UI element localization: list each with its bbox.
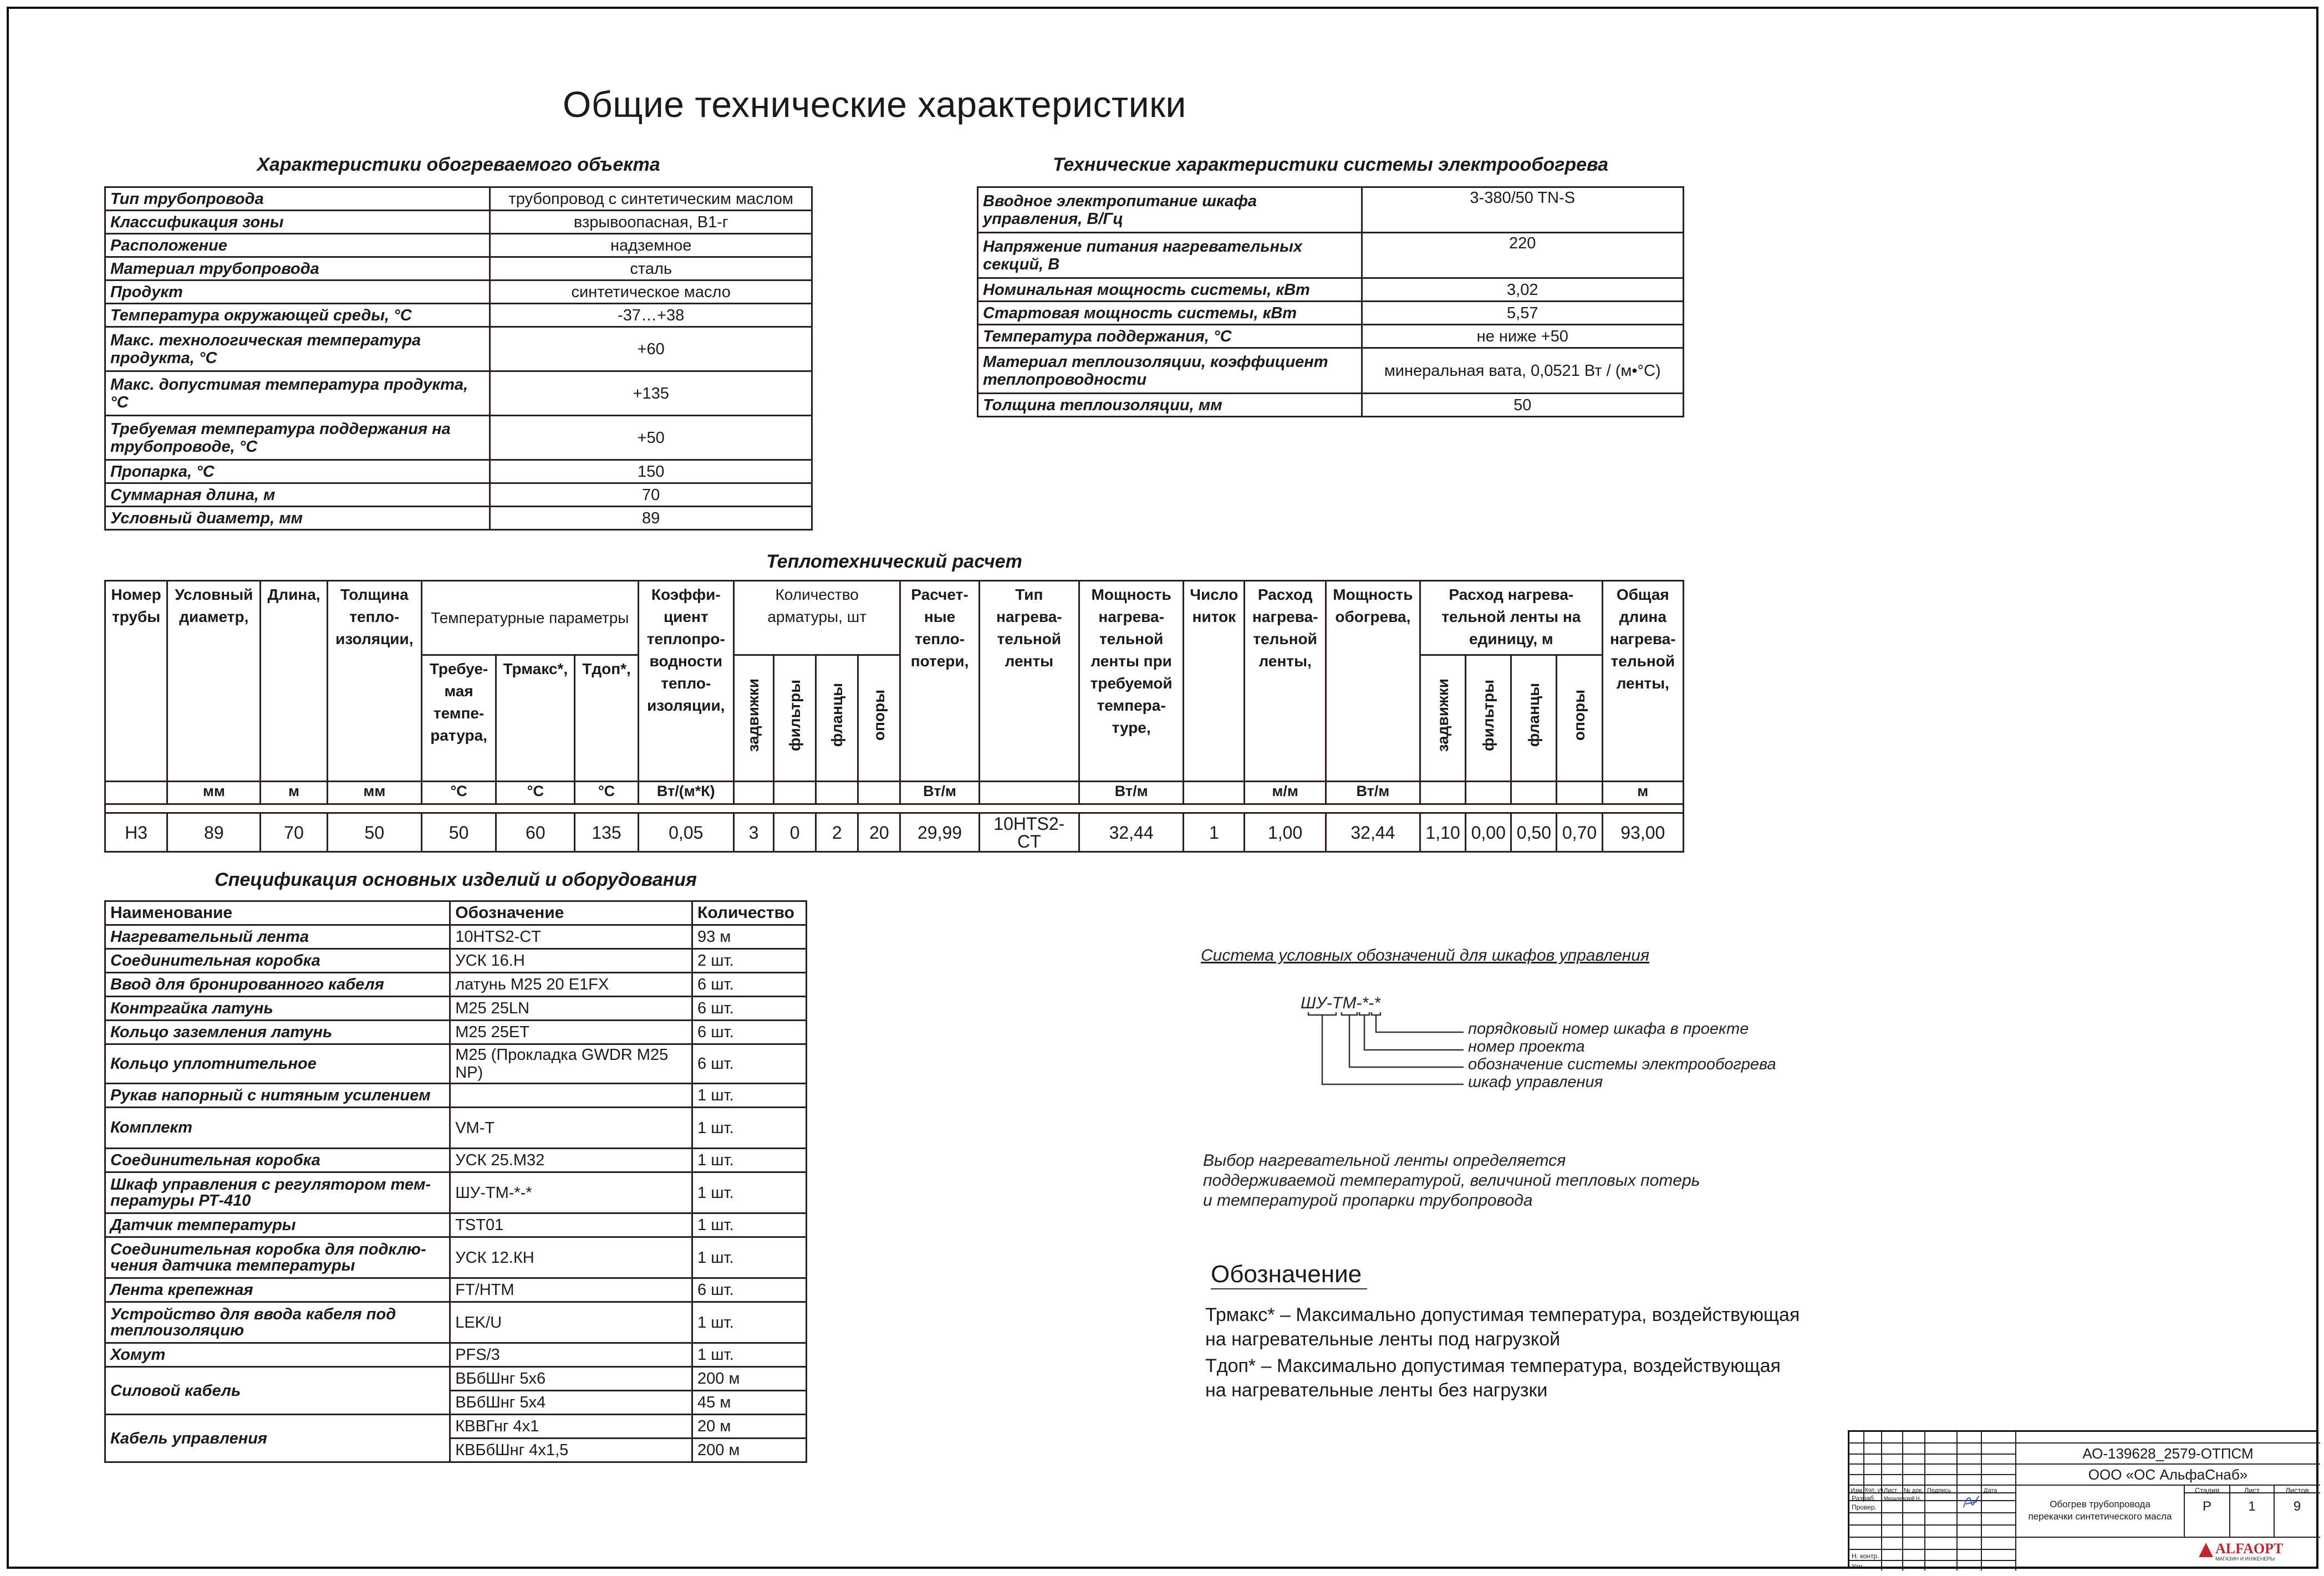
system-row-value: не ниже +50 (1362, 325, 1684, 348)
col-insulation: Толщина тепло-изоляции, (327, 581, 421, 782)
system-row (978, 233, 1684, 278)
spec-code: TST01 (450, 1213, 692, 1237)
object-row-value: +135 (490, 371, 812, 416)
object-row (105, 304, 812, 327)
spec-qty: 1 шт. (692, 1343, 807, 1367)
stamp-head-kol: Кол. уч. (1865, 1487, 1885, 1493)
col-total-len: Общая длина нагрева-тельной ленты, (1602, 581, 1683, 782)
spec-section-title: Спецификация основных изделий и оборудования (215, 869, 697, 890)
spec-name: Кольцо уплотнительное (105, 1044, 450, 1084)
calc-cell: 93,00 (1602, 813, 1683, 852)
spec-qty: 45 м (692, 1391, 807, 1415)
spec-qty: 6 шт. (692, 973, 807, 997)
calc-cell: 0,70 (1557, 813, 1602, 852)
col-u1: задвижки (1434, 678, 1451, 752)
object-row-label: Продукт (105, 280, 490, 304)
calc-cell: 2 (816, 813, 858, 852)
calc-cell: 0,05 (638, 813, 733, 852)
spec-qty: 1 шт. (692, 1084, 807, 1108)
spec-code: VM-T (450, 1108, 692, 1149)
spec-qty: 200 м (692, 1367, 807, 1391)
object-row-label: Расположение (105, 234, 490, 257)
object-row-value: +60 (490, 327, 812, 371)
system-row-label: Температура поддержания, °С (978, 325, 1362, 348)
system-row-label: Толщина теплоизоляции, мм (978, 394, 1362, 417)
stamp-head-list: Лист (1884, 1487, 1897, 1494)
spec-code: PFS/3 (450, 1343, 692, 1367)
stamp-sheets: 9 (2293, 1499, 2301, 1514)
logo-text: ALFAOPT (2215, 1541, 2284, 1557)
stamp-sheet-head: Лист (2244, 1486, 2260, 1495)
col-diameter: Условный диаметр, (167, 581, 261, 782)
system-row-value: минеральная вата, 0,0521 Вт / (м•°С) (1362, 348, 1684, 394)
symbol-item-3: обозначение системы электрообогрева (1468, 1055, 1776, 1073)
spec-qty: 6 шт. (692, 1044, 807, 1084)
unit-cell (1184, 782, 1245, 804)
system-row-label: Вводное электропитание шкафа управления, В/Гц (978, 187, 1362, 233)
system-row-label: Номинальная мощность системы, кВт (978, 278, 1362, 302)
system-row (978, 187, 1684, 233)
calc-cell: 89 (167, 813, 261, 852)
system-row (978, 325, 1684, 348)
spec-code: УСК 16.Н (450, 949, 692, 973)
calc-cell: 32,44 (1326, 813, 1420, 852)
unit-cell: Вт/м (900, 782, 979, 804)
object-row-value: синтетическое масло (490, 280, 812, 304)
object-row-value: +50 (490, 416, 812, 460)
unit-cell (1511, 782, 1557, 804)
symbol-system-title: Система условных обозначений для шкафов управления (1201, 946, 1649, 965)
spec-code: 10HTS2-CT (450, 925, 692, 949)
system-row (978, 278, 1684, 302)
object-row (105, 257, 812, 280)
object-row-label: Пропарка, °С (105, 460, 490, 483)
unit-cell (733, 782, 773, 804)
legend-line-2a: Тдоп* – Максимально допустимая температура, воздействующая (1205, 1355, 1781, 1376)
symbol-item-2: номер проекта (1468, 1038, 1585, 1055)
unit-cell (1420, 782, 1466, 804)
legend-line-1a: Трмакс* – Максимально допустимая температура, воздействующая (1205, 1304, 1800, 1325)
object-section-title: Характеристики обогреваемого объекта (257, 154, 660, 175)
selection-note: Выбор нагревательной ленты определяется поддерживаемой температурой, величиной тепловых потерь и температурой пропарки трубопровода (1203, 1151, 1700, 1210)
unit-cell (816, 782, 858, 804)
object-row-label: Требуемая температура поддержания на трубопроводе, °С (105, 416, 490, 460)
spec-name: Нагревательный лента (105, 925, 450, 949)
spec-name: Кольцо заземления латунь (105, 1021, 450, 1044)
object-row (105, 416, 812, 460)
stamp-role-nkontr: Н. контр. (1852, 1552, 1879, 1560)
object-row (105, 187, 812, 211)
calc-cell: 0,50 (1511, 813, 1557, 852)
stamp-head-izm: Изм. (1851, 1487, 1864, 1494)
calc-cell: 10HTS2-CT (979, 813, 1079, 852)
unit-cell: мм (327, 782, 421, 804)
calc-cell: 1,10 (1420, 813, 1466, 852)
calc-cell: 29,99 (900, 813, 979, 852)
system-row (978, 348, 1684, 394)
col-tape-flow: Расход нагрева-тельной ленты, (1245, 581, 1326, 782)
object-row (105, 371, 812, 416)
spec-qty: 1 шт. (692, 1237, 807, 1278)
col-loss: Расчет-ные тепло-потери, (900, 581, 979, 782)
logo-subtext: МАГАЗИН И ИНЖЕНЕРЫ (2215, 1556, 2275, 1562)
spec-name: Лента крепежная (105, 1278, 450, 1302)
stamp-stage-head: Стадия (2194, 1486, 2220, 1495)
system-row-label: Материал теплоизоляции, коэффициент теплопроводности (978, 348, 1362, 394)
calc-cell: 50 (327, 813, 421, 852)
unit-cell (774, 782, 816, 804)
object-row (105, 234, 812, 257)
spec-name: Соединительная коробка (105, 949, 450, 973)
calc-cell: 70 (261, 813, 327, 852)
spec-name: Шкаф управления с регулятором тем-пературы РТ-410 (105, 1172, 450, 1213)
object-row-label: Макс. допустимая температура продукта, °С (105, 371, 490, 416)
company-logo (2199, 1541, 2320, 1563)
col-f2: фильтры (786, 679, 803, 751)
stamp-role-check: Провер. (1852, 1503, 1877, 1511)
spec-qty: 1 шт. (692, 1302, 807, 1343)
spec-code: ШУ-ТМ-*-* (450, 1172, 692, 1213)
spec-code: М25 25ET (450, 1021, 692, 1044)
unit-cell: м/м (1245, 782, 1326, 804)
spec-name: Кабель управления (105, 1415, 450, 1462)
spec-code: УСК 12.КН (450, 1237, 692, 1278)
col-f1: задвижки (745, 678, 762, 752)
object-row-value: 89 (490, 507, 812, 530)
object-row (105, 327, 812, 371)
object-row-label: Тип трубопровода (105, 187, 490, 211)
spec-code: ВБбШнг 5х4 (450, 1391, 692, 1415)
unit-cell: м (1602, 782, 1683, 804)
spec-qty: 93 м (692, 925, 807, 949)
unit-cell: °С (496, 782, 575, 804)
object-row (105, 483, 812, 507)
unit-cell: мм (167, 782, 261, 804)
object-row-value: надземное (490, 234, 812, 257)
spec-code: LEK/U (450, 1302, 692, 1343)
stamp-company: ООО «ОС АльфаСнаб» (2088, 1466, 2248, 1483)
spec-row (105, 1302, 807, 1343)
col-per-unit: Расход нагрева-тельной ленты на единицу, м (1420, 581, 1603, 655)
spec-code: М25 25LN (450, 997, 692, 1021)
object-row-label: Классификация зоны (105, 211, 490, 234)
calc-cell: 50 (421, 813, 496, 852)
stamp-object-1: Обогрев трубопровода (2050, 1499, 2150, 1509)
spec-name: Силовой кабель (105, 1367, 450, 1415)
spec-name: Соединительная коробка для подклю-чения датчика температуры (105, 1237, 450, 1278)
signature-icon (1960, 1493, 1982, 1512)
col-u4: опоры (1571, 689, 1588, 741)
spec-name: Хомут (105, 1343, 450, 1367)
calc-section-title: Теплотехнический расчет (766, 551, 1022, 572)
spec-name: Комплект (105, 1108, 450, 1149)
col-u3: фланцы (1525, 683, 1542, 747)
spec-qty: 2 шт. (692, 949, 807, 973)
object-row-value: 150 (490, 460, 812, 483)
spec-name: Датчик температуры (105, 1213, 450, 1237)
calc-cell: 0 (774, 813, 816, 852)
legend-line-1b: на нагревательные ленты под нагрузкой (1205, 1329, 1561, 1350)
object-row-value: трубопровод с синтетическим маслом (490, 187, 812, 211)
system-row-label: Напряжение питания нагревательных секций, В (978, 233, 1362, 278)
system-row-value: 3,02 (1362, 278, 1684, 302)
calc-cell: 60 (496, 813, 575, 852)
spec-table (104, 900, 807, 1463)
spec-qty: 1 шт. (692, 1172, 807, 1213)
col-f4: опоры (870, 689, 888, 741)
object-row-label: Макс. технологическая температура продукта, °С (105, 327, 490, 371)
spec-code: ВБбШнг 5х6 (450, 1367, 692, 1391)
system-row-value: 50 (1362, 394, 1684, 417)
spec-row (105, 925, 807, 949)
spec-row (105, 1278, 807, 1302)
spec-row (105, 1367, 807, 1391)
object-row-label: Материал трубопровода (105, 257, 490, 280)
object-row-value: 70 (490, 483, 812, 507)
spec-row (105, 1044, 807, 1084)
spec-row (105, 1237, 807, 1278)
spec-row (105, 1108, 807, 1149)
object-row-label: Условный диаметр, мм (105, 507, 490, 530)
unit-cell (105, 782, 167, 804)
page-title: Общие технические характеристики (563, 84, 1186, 125)
stamp-doc-code: АО-139628_2579-ОТПСМ (2082, 1445, 2254, 1462)
system-section-title: Технические характеристики системы электрообогрева (1052, 154, 1609, 175)
spec-qty: 6 шт. (692, 1021, 807, 1044)
unit-cell (1466, 782, 1511, 804)
spec-header-cell: Обозначение (450, 901, 692, 925)
col-pipe-no: Номер трубы (105, 581, 167, 782)
spec-code: КВВГнг 4х1 (450, 1415, 692, 1439)
spec-row (105, 1172, 807, 1213)
object-row-value: сталь (490, 257, 812, 280)
unit-cell: Вт/м (1326, 782, 1420, 804)
calc-cell: 20 (858, 813, 900, 852)
title-block (1848, 1430, 2318, 1569)
calc-cell: 1 (1184, 813, 1245, 852)
object-row-value: -37…+38 (490, 304, 812, 327)
spec-header-cell: Наименование (105, 901, 450, 925)
spec-name: Контргайка латунь (105, 997, 450, 1021)
unit-cell (979, 782, 1079, 804)
col-coef: Коэффи-циент теплопро-водности тепло-изоляции, (638, 581, 733, 782)
spec-qty: 6 шт. (692, 997, 807, 1021)
spec-row (105, 997, 807, 1021)
col-length: Длина, (261, 581, 327, 782)
spec-row (105, 1415, 807, 1439)
object-row-label: Температура окружающей среды, °С (105, 304, 490, 327)
spec-header-cell: Количество (692, 901, 807, 925)
col-f3: фланцы (828, 683, 845, 747)
unit-cell: °С (421, 782, 496, 804)
spec-row (105, 949, 807, 973)
spec-row (105, 1149, 807, 1172)
spec-code (450, 1084, 692, 1108)
col-tape-power: Мощность нагрева-тельной ленты при требуемой темпера-туре, (1079, 581, 1183, 782)
legend-title: Обозначение (1211, 1261, 1367, 1289)
unit-cell (1557, 782, 1602, 804)
calc-cell: 0,00 (1466, 813, 1511, 852)
spec-qty: 1 шт. (692, 1149, 807, 1172)
col-t-dop: Тдоп*, (575, 655, 638, 782)
system-row-value: 3-380/50 TN-S (1362, 187, 1684, 233)
object-table (104, 186, 813, 531)
spec-row (105, 1343, 807, 1367)
stamp-head-doc: № док. (1904, 1487, 1924, 1494)
stamp-stage: Р (2202, 1499, 2211, 1514)
calc-table (104, 580, 1684, 853)
spec-name: Устройство для ввода кабеля под теплоизоляцию (105, 1302, 450, 1343)
calc-cell: 3 (733, 813, 773, 852)
col-heat-power: Мощность обогрева, (1326, 581, 1420, 782)
object-row-label: Суммарная длина, м (105, 483, 490, 507)
col-temp-params: Температурные параметры (421, 581, 638, 655)
symbol-item-1: порядковый номер шкафа в проекте (1468, 1020, 1749, 1038)
unit-cell (858, 782, 900, 804)
symbol-diagram (1297, 1009, 1480, 1092)
spec-row (105, 1084, 807, 1108)
stamp-head-sign: Подпись (1927, 1487, 1951, 1494)
stamp-developer: Михалевский Н. (1884, 1496, 1921, 1501)
symbol-item-4: шкаф управления (1468, 1073, 1603, 1091)
system-row (978, 394, 1684, 417)
system-table (977, 186, 1684, 417)
unit-cell: °С (575, 782, 638, 804)
col-u2: фильтры (1479, 679, 1497, 751)
spec-name: Соединительная коробка (105, 1149, 450, 1172)
spec-code: УСК 25.М32 (450, 1149, 692, 1172)
spec-qty: 20 м (692, 1415, 807, 1439)
stamp-role-approve: Утв. (1852, 1563, 1864, 1570)
stamp-sheet: 1 (2248, 1499, 2256, 1514)
unit-cell: Вт/м (1079, 782, 1183, 804)
system-row-value: 220 (1362, 233, 1684, 278)
spec-code: М25 (Прокладка GWDR M25 NP) (450, 1044, 692, 1084)
spec-row (105, 973, 807, 997)
object-row-value: взрывоопасная, В1-г (490, 211, 812, 234)
col-t-max: Трмакс*, (496, 655, 575, 782)
object-row (105, 211, 812, 234)
calc-cell: 32,44 (1079, 813, 1183, 852)
spec-qty: 200 м (692, 1439, 807, 1462)
spec-code: латунь М25 20 E1FX (450, 973, 692, 997)
calc-cell: 1,00 (1245, 813, 1326, 852)
col-strands: Число ниток (1184, 581, 1245, 782)
object-row (105, 280, 812, 304)
stamp-sheets-head: Листов (2285, 1486, 2309, 1495)
system-row (978, 302, 1684, 325)
spec-code: КВБбШнг 4х1,5 (450, 1439, 692, 1462)
unit-cell: Вт/(м*К) (638, 782, 733, 804)
stamp-head-date: Дата (1984, 1487, 1997, 1494)
symbol-code: ШУ-ТМ-*-* (1301, 994, 1380, 1012)
col-tape-type: Тип нагрева-тельной ленты (979, 581, 1079, 782)
object-row (105, 507, 812, 530)
calc-cell: 135 (575, 813, 638, 852)
spec-qty: 1 шт. (692, 1108, 807, 1149)
spec-name: Рукав напорный с нитяным усилением (105, 1084, 450, 1108)
col-fittings: Количество арматуры, шт (733, 581, 900, 655)
stamp-object-2: перекачки синтетического масла (2028, 1511, 2172, 1522)
spec-header-row (105, 901, 807, 925)
calc-cell: Н3 (105, 813, 167, 852)
spec-code: FT/HTM (450, 1278, 692, 1302)
object-row (105, 460, 812, 483)
logo-triangle-icon (2199, 1543, 2213, 1557)
stamp-role-dev: Разраб. (1852, 1495, 1876, 1502)
col-t-req: Требуе-мая темпе-ратура, (421, 655, 496, 782)
spec-qty: 1 шт. (692, 1213, 807, 1237)
spec-qty: 6 шт. (692, 1278, 807, 1302)
spec-row (105, 1021, 807, 1044)
spec-row (105, 1213, 807, 1237)
legend-line-2b: на нагревательные ленты без нагрузки (1205, 1380, 1548, 1401)
unit-cell: м (261, 782, 327, 804)
calc-data-row (105, 813, 1684, 852)
system-row-label: Стартовая мощность системы, кВт (978, 302, 1362, 325)
spec-name: Ввод для бронированного кабеля (105, 973, 450, 997)
system-row-value: 5,57 (1362, 302, 1684, 325)
